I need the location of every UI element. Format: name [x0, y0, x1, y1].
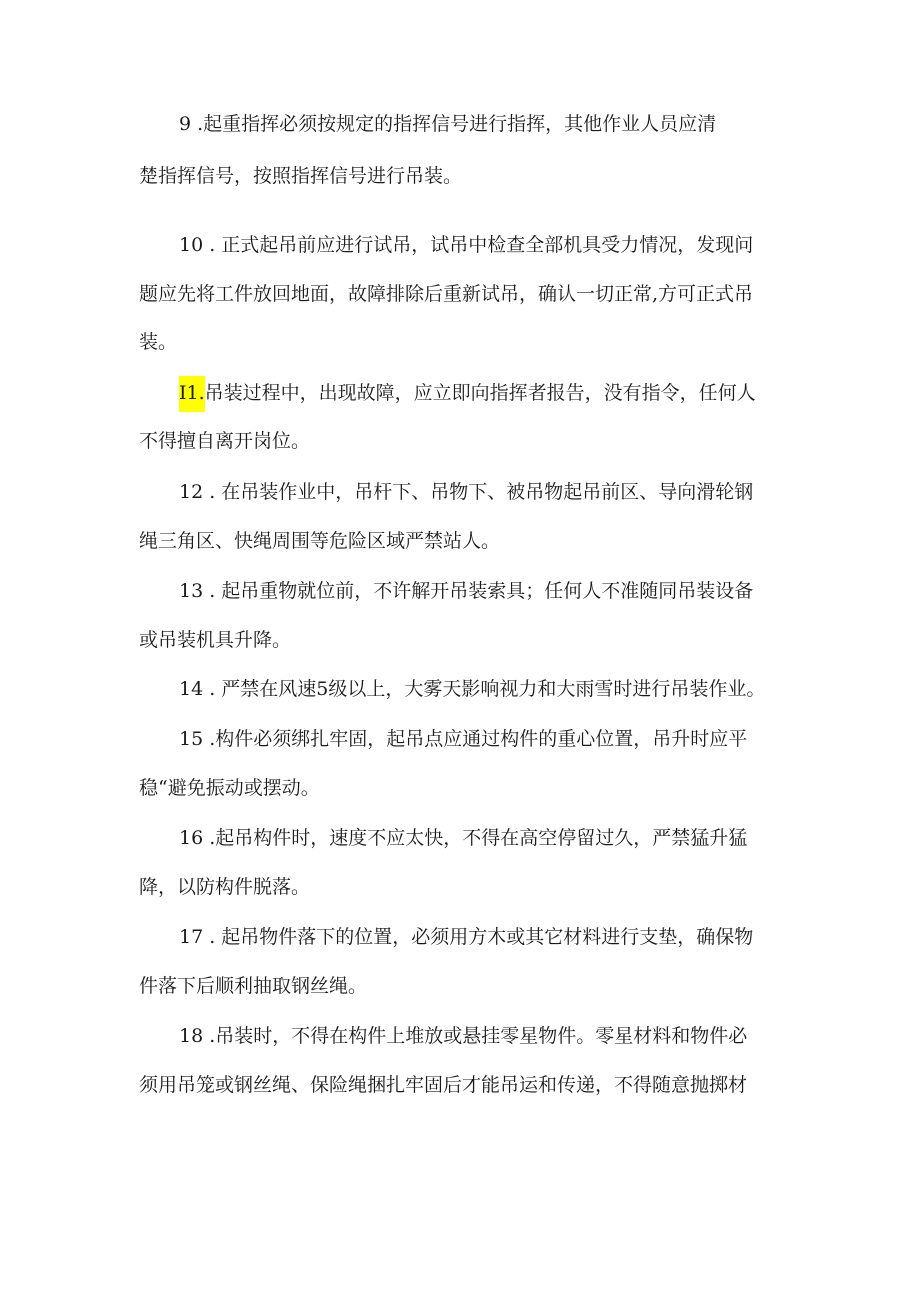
item-13-line-2: 或吊装机具升降。	[139, 629, 292, 651]
item-13-line-1: 13 . 起吊重物就位前，不许解开吊装索具；任何人不准随同吊装设备	[179, 580, 754, 602]
item-10-line-3: 装。	[139, 331, 178, 353]
item-16-line-2: 降，以防构件脱落。	[139, 876, 311, 898]
item-11-line-1	[179, 381, 839, 405]
item-17-line-1: 17 . 起吊物件落下的位置，必须用方木或其它材料进行支垫，确保物	[179, 926, 754, 948]
item-17-line-2: 件落下后顺利抽取钢丝绳。	[139, 975, 368, 997]
item-18-line-1: 18 .吊装时，不得在构件上堆放或悬挂零星物件。零星材料和物件必	[179, 1025, 748, 1047]
item-9-line-1: 9 .起重指挥必须按规定的指挥信号进行指挥，其他作业人员应清	[179, 113, 717, 135]
item-11-line-1-text: 吊装过程中，出现故障，应立即向指挥者报告，没有指令，任何人	[204, 382, 756, 404]
item-9-line-2: 楚指挥信号，按照指挥信号进行吊装。	[139, 165, 463, 187]
item-12-line-2: 绳三角区、快绳周围等危险区域严禁站人。	[139, 530, 501, 552]
item-10-line-1: 10 . 正式起吊前应进行试吊，试吊中检查全部机具受力情况，发现问	[179, 234, 754, 256]
item-11-line-2: 不得擅自离开岗位。	[139, 430, 311, 452]
item-14-line-1: 14 . 严禁在风速5级以上，大雾天影响视力和大雨雪时进行吊装作业。	[179, 678, 766, 700]
item-12-line-1: 12 . 在吊装作业中，吊杆下、吊物下、被吊物起吊前区、导向滑轮钢	[179, 481, 754, 503]
item-16-line-1: 16 .起吊构件时，速度不应太快，不得在高空停留过久，严禁猛升猛	[179, 827, 748, 849]
item-15-line-1: 15 .构件必须绑扎牢固，起吊点应通过构件的重心位置，吊升时应平	[179, 728, 748, 750]
item-15-line-2: 稳“避免振动或摆动。	[139, 777, 320, 799]
item-10-line-2: 题应先将工件放回地面，故障排除后重新试吊，确认一切正常,方可正式吊	[139, 283, 754, 305]
item-18-line-2: 须用吊笼或钢丝绳、保险绳捆扎牢固后才能吊运和传递，不得随意抛掷材	[139, 1074, 748, 1096]
item-11-number-highlight: I1.	[179, 376, 205, 412]
